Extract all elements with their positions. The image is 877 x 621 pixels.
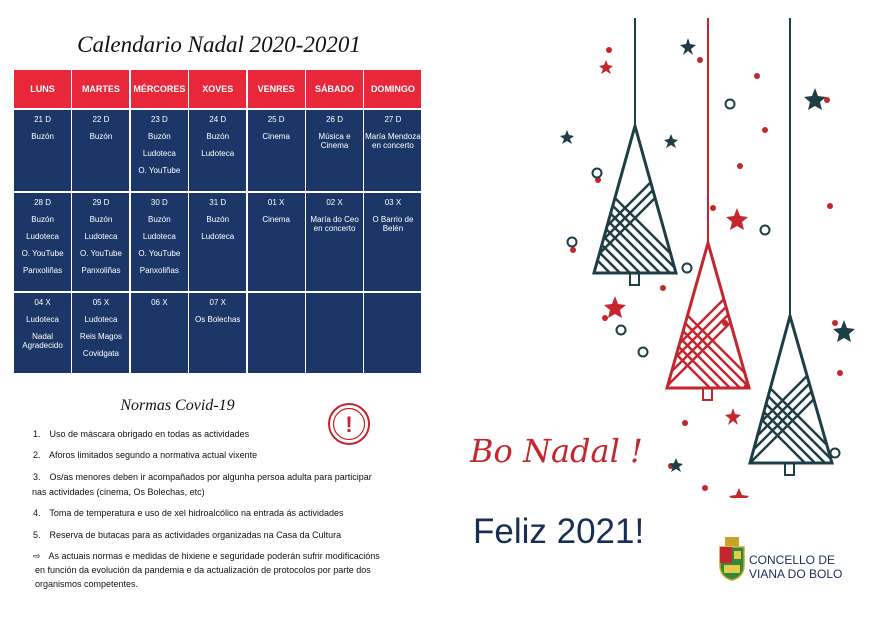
rule-text: Uso de máscara obrigado en todas as actividades [49,429,250,439]
calendar-date: 04 X [34,298,51,307]
calendar-day-cell [306,193,363,291]
concello-line-1: CONCELLO DE [749,553,836,567]
calendar-day-cell [189,110,246,191]
calendar-event: O. YouTube [138,249,181,258]
calendar-day-cell [72,293,129,373]
rule-number: 4. [33,508,41,518]
calendar-event: Ludoteca [26,232,59,241]
calendar-event: Os Bolechas [195,315,241,324]
calendar-event: María do Ceo en concerto [310,215,359,233]
calendar-event: Panxoliñas [139,266,179,275]
rule-number: 3. [33,472,41,482]
rule-text: Os/as menores deben ir acompañados por algunha persoa adulta para participar [49,472,372,482]
tree-icon [575,126,695,358]
calendar-event: Ludoteca [201,149,235,158]
calendar-event: Música e Cinema [318,132,351,150]
arrow-icon: ⇨ [33,551,41,561]
calendar-header-day: MARTES [72,70,129,108]
calendar-event: O. YouTube [138,166,181,175]
rule-1 [33,429,428,439]
calendar-day-cell [189,193,246,291]
calendar-event: Buzón [206,132,230,141]
calendar-date: 07 X [209,298,226,307]
rule-5 [33,530,428,540]
rule-2 [33,450,428,460]
rule-text: Aforos limitados segundo a normativa actual vixente [49,450,258,460]
calendar-event: Ludoteca [201,232,235,241]
calendar-day-cell [364,193,421,291]
rule-4 [33,508,428,518]
calendar-day-cell [248,110,305,191]
calendar-event: Buzón [148,215,171,224]
calendar-event: Panxoliñas [81,266,121,275]
calendar-header-day: SÁBADO [306,70,363,108]
rule-number: 2. [33,450,41,460]
calendar-event: Cinema [262,215,290,224]
rules-note [33,549,428,591]
calendar-day-cell [248,193,305,291]
calendar-day-cell [131,110,188,191]
calendar-event: Panxoliñas [22,266,63,275]
calendar-header-day: LUNS [14,70,71,108]
calendar-day-cell [248,293,305,373]
rule-3-continuation: nas actividades (cinema, Os Bolechas, etc) [32,487,205,497]
calendar-date: 26 D [326,115,343,124]
calendar-day-cell [131,193,188,291]
concello-line-2: VIANA DO BOLO [749,567,843,581]
calendar-event: O. YouTube [21,249,64,258]
calendar-header-day: XOVES [189,70,246,108]
calendar-date: 31 D [209,198,227,207]
calendar-event: Buzón [89,215,113,224]
calendar-date: 02 X [326,198,343,207]
concello-logo-text [749,553,842,581]
warning-icon [327,402,371,446]
calendar-event: O. YouTube [79,249,122,258]
calendar-title: Calendario Nadal 2020-20201 [77,32,361,57]
rule-number: 1. [33,429,41,439]
calendar-event: O Barrio de Belén [372,215,414,233]
tree-icon [730,316,850,498]
calendar-day-cell [14,110,71,191]
calendar-header-day: DOMINGO [364,70,421,108]
calendar-event: Buzón [89,132,113,141]
note-line-3: organismos competentes. [35,579,139,589]
rule-number: 5. [33,530,41,540]
calendar-date: 25 D [267,115,285,124]
calendar-event: Buzón [31,132,54,141]
calendar-header-day: VENRES [248,70,305,108]
rule-text: Reserva de butacas para as actividades organizadas na Casa da Cultura [49,530,342,540]
calendar-event: Covidgata [82,349,119,358]
calendar-event: Cinema [262,132,290,141]
rule-text: Toma de temperatura e uso de xel hidroalcólico na entrada ás actividades [49,508,344,518]
calendar-event: Buzón [31,215,54,224]
calendar-date: 21 D [34,115,51,124]
calendar-header-day: MÉRCORES [131,70,188,108]
calendar-event: Nadal Agradecido [22,332,63,350]
note-line-1: As actuais normas e medidas de hixiene e seguridade poderán sufrir modificacións [48,551,380,561]
calendar-day-cell [364,293,421,373]
calendar-date: 22 D [92,115,110,124]
calendar-event: María Mendoza en concerto [365,132,421,150]
feliz-greeting: Feliz 2021! [473,512,645,551]
calendar-date: 03 X [384,198,402,207]
rules-title: Normas Covid-19 [120,397,235,414]
calendar-date: 23 D [150,115,168,124]
coat-of-arms-icon [718,537,746,581]
calendar-event: Buzón [148,132,171,141]
calendar-day-cell [14,193,71,291]
calendar-date: 05 X [92,298,110,307]
warning-symbol: ! [345,412,353,437]
bo-nadal-greeting: Bo Nadal ! [470,432,643,470]
calendar-event: Ludoteca [84,232,118,241]
calendar-event: Reis Magos [79,332,123,341]
christmas-trees-decoration [455,18,867,498]
calendar-event: Buzón [206,215,230,224]
calendar-event: Ludoteca [142,232,176,241]
rule-3 [33,472,428,482]
calendar-date: 29 D [92,198,110,207]
calendar-date: 27 D [384,115,402,124]
calendar-date: 06 X [151,298,168,307]
calendar-date: 30 D [150,198,168,207]
calendar-grid [14,70,423,373]
calendar-date: 01 X [267,198,285,207]
calendar-date: 28 D [34,198,51,207]
calendar-date: 24 D [209,115,227,124]
calendar-day-cell [364,110,421,191]
calendar-day-cell [14,293,71,373]
calendar-day-cell [72,110,129,191]
calendar-day-cell [306,293,363,373]
calendar-event: Ludoteca [142,149,176,158]
calendar-day-cell [306,110,363,191]
calendar-event: Ludoteca [84,315,118,324]
calendar-day-cell [72,193,129,291]
calendar-day-cell [131,293,188,373]
note-line-2: en función da evolución da pandemia e da actualización de protocolos por parte dos [35,565,371,575]
calendar-event: Ludoteca [26,315,59,324]
calendar-day-cell [189,293,246,373]
